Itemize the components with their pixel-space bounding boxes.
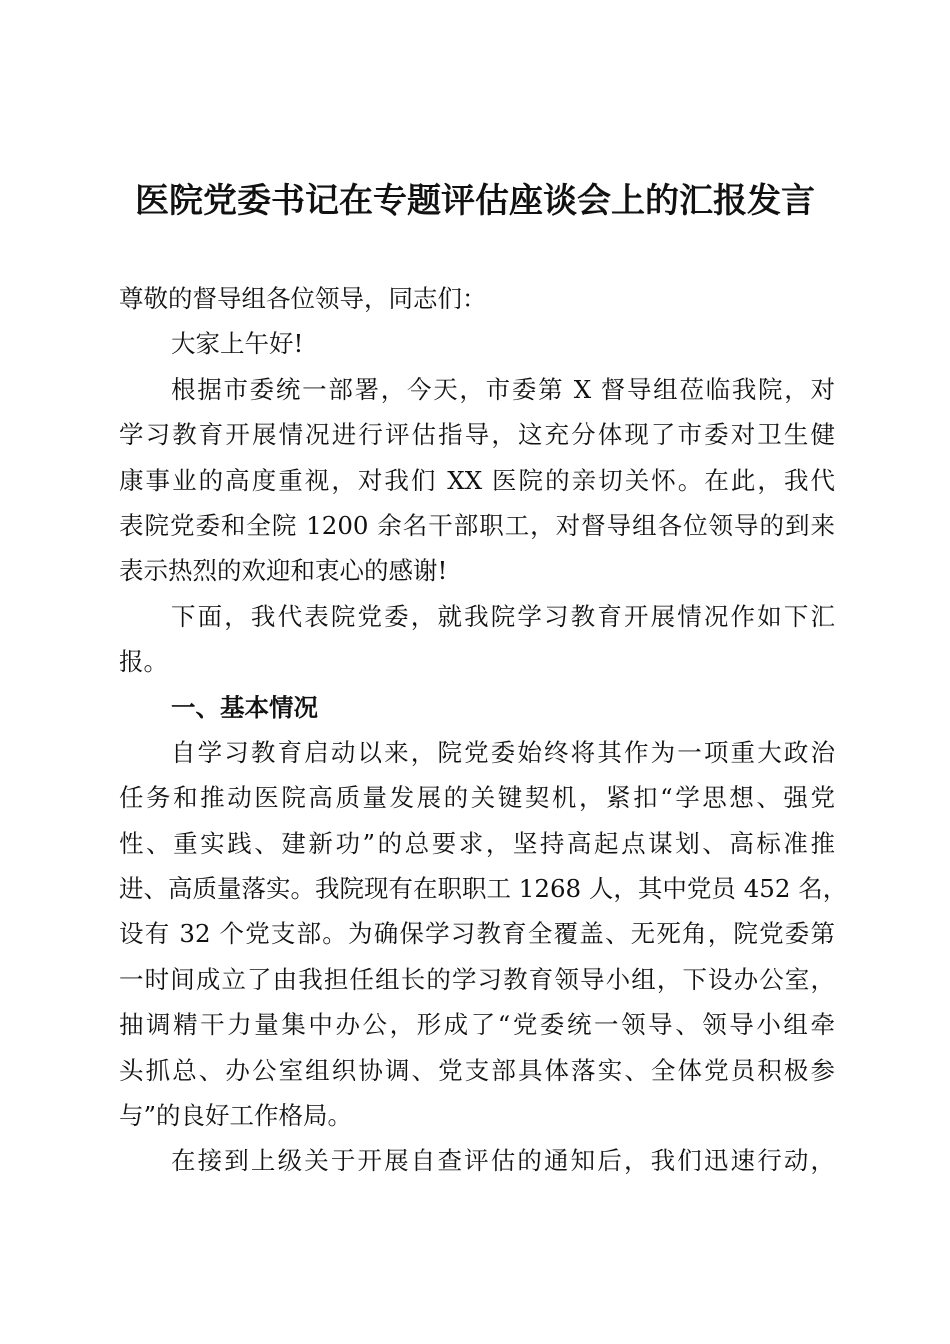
section-heading: 一、基本情况: [171, 692, 318, 722]
document-body: [119, 276, 848, 1184]
paragraph-line: 自学习教育启动以来，院党委始终将其作为一项重大政治: [171, 737, 835, 767]
paragraph-line: 头抓总、办公室组织协调、党支部具体落实、全体党员积极参: [119, 1055, 835, 1085]
paragraph-line: 在接到上级关于开展自查评估的通知后，我们迅速行动，: [171, 1146, 835, 1176]
paragraph-line: 性、重实践、建新功”的总要求，坚持高起点谋划、高标准推: [119, 828, 835, 858]
paragraph-line: 表院党委和全院 1200 余名干部职工，对督导组各位领导的到来: [119, 510, 835, 540]
paragraph-line: 报。: [119, 647, 168, 677]
paragraph-line: 表示热烈的欢迎和衷心的感谢!: [119, 556, 448, 586]
paragraph-line: 任务和推动医院高质量发展的关键契机，紧扣“学思想、强党: [119, 783, 835, 813]
document-title: 医院党委书记在专题评估座谈会上的汇报发言: [135, 181, 815, 221]
paragraph-line: 进、高质量落实。我院现有在职职工 1268 人，其中党员 452 名，: [119, 874, 848, 904]
paragraph-line: 学习教育开展情况进行评估指导，这充分体现了市委对卫生健: [119, 420, 835, 450]
greeting: 大家上午好!: [171, 329, 304, 359]
paragraph-line: 康事业的高度重视，对我们 XX 医院的亲切关怀。在此，我代: [119, 465, 835, 495]
paragraph-line: 根据市委统一部署，今天，市委第 X 督导组莅临我院，对: [171, 374, 835, 404]
salutation: 尊敬的督导组各位领导，同志们：: [119, 284, 487, 313]
paragraph-line: 下面，我代表院党委，就我院学习教育开展情况作如下汇: [171, 601, 835, 631]
paragraph-line: 设有 32 个党支部。为确保学习教育全覆盖、无死角，院党委第: [119, 919, 835, 949]
paragraph-line: 一时间成立了由我担任组长的学习教育领导小组，下设办公室，: [119, 964, 835, 994]
paragraph-line: 抽调精干力量集中办公，形成了“党委统一领导、领导小组牵: [119, 1010, 835, 1040]
paragraph-line: 与”的良好工作格局。: [119, 1101, 353, 1131]
